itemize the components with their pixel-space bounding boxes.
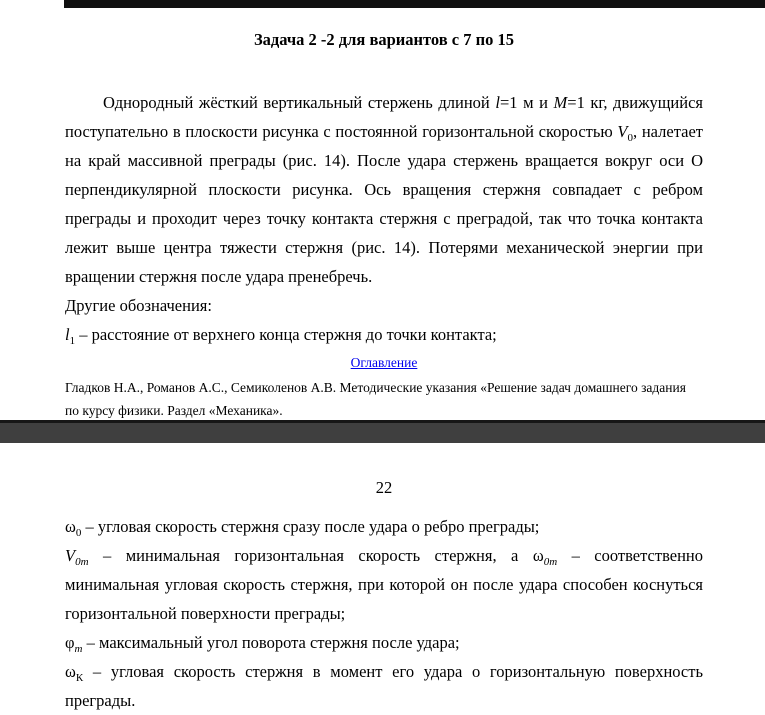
subscript-1: 1 xyxy=(69,335,76,347)
other-notations-line: Другие обозначения: xyxy=(65,296,212,315)
var-V: V xyxy=(65,546,76,565)
bibliography-reference: Гладков Н.А., Романов А.С., Семиколенов А.В. Методические указания «Решение задач домашнего задания по курсу физики. Раздел «Механика». xyxy=(65,380,686,418)
subscript-0m: 0m xyxy=(543,556,558,568)
text-run: – угловая скорость стержня сразу после удара о ребро преграды; xyxy=(81,517,540,536)
text-run: – соответственно минимальная угловая скорость стержня, при которой он после удара способен коснуться горизонтальной поверхности преграды; xyxy=(65,546,703,623)
toc-link-row xyxy=(65,354,703,372)
problem-statement-paragraph xyxy=(65,88,703,291)
text-run: – расстояние от верхнего конца стержня до точки контакта; xyxy=(75,325,497,344)
text-run: =1 кг, движущийся поступательно в плоскости рисунка с постоянной горизонтальной скоростью xyxy=(65,93,703,141)
text-run: – минимальная горизонтальная скорость стержня, а ω xyxy=(88,546,544,565)
text-run: – максимальный угол поворота стержня после удара; xyxy=(82,633,460,652)
page-separator-bar xyxy=(0,420,765,443)
var-V: V xyxy=(617,122,628,141)
var-l1: l xyxy=(65,325,70,344)
text-run: =1 м и xyxy=(499,93,554,112)
var-omega: ω xyxy=(65,662,76,681)
var-l: l xyxy=(495,93,500,112)
table-of-contents-link[interactable]: Оглавление xyxy=(350,355,418,370)
definition-v0m xyxy=(65,541,703,628)
subscript-k: К xyxy=(75,672,84,684)
subscript-0: 0 xyxy=(627,132,634,144)
definition-omegak xyxy=(65,657,703,715)
subscript-0: 0 xyxy=(75,527,82,539)
subscript-0m: 0m xyxy=(75,556,89,568)
page-2 xyxy=(65,478,703,715)
var-M: M xyxy=(553,93,568,112)
task-title: Задача 2 -2 для вариантов с 7 по 15 xyxy=(253,30,515,49)
definition-omega0 xyxy=(65,512,703,541)
text-run: Однородный жёсткий вертикальный стержень длиной xyxy=(103,93,496,112)
page-top-edge-bar xyxy=(64,0,765,8)
page-1 xyxy=(65,30,703,422)
text-run: – угловая скорость стержня в момент его удара о горизонтальную поверхность преграды. xyxy=(65,662,703,710)
var-omega: ω xyxy=(65,517,76,536)
definition-l1 xyxy=(65,320,703,349)
page-number: 22 xyxy=(375,478,393,497)
subscript-m: m xyxy=(74,643,83,655)
definition-phim xyxy=(65,628,703,657)
var-phi: φ xyxy=(65,633,75,652)
text-run: , налетает на край массивной преграды (рис. 14). После удара стержень вращается вокруг оси О перпендикулярной плоскости рисунка. Ось вращения стержня совпадает с ребром преграды и проходит через точку контакта стержня с преградой, так что точка контакта лежит выше центра тяжести стержня (рис. 14). Потерями механической энергии при вращении стержня после удара пренебречь. xyxy=(65,122,703,286)
